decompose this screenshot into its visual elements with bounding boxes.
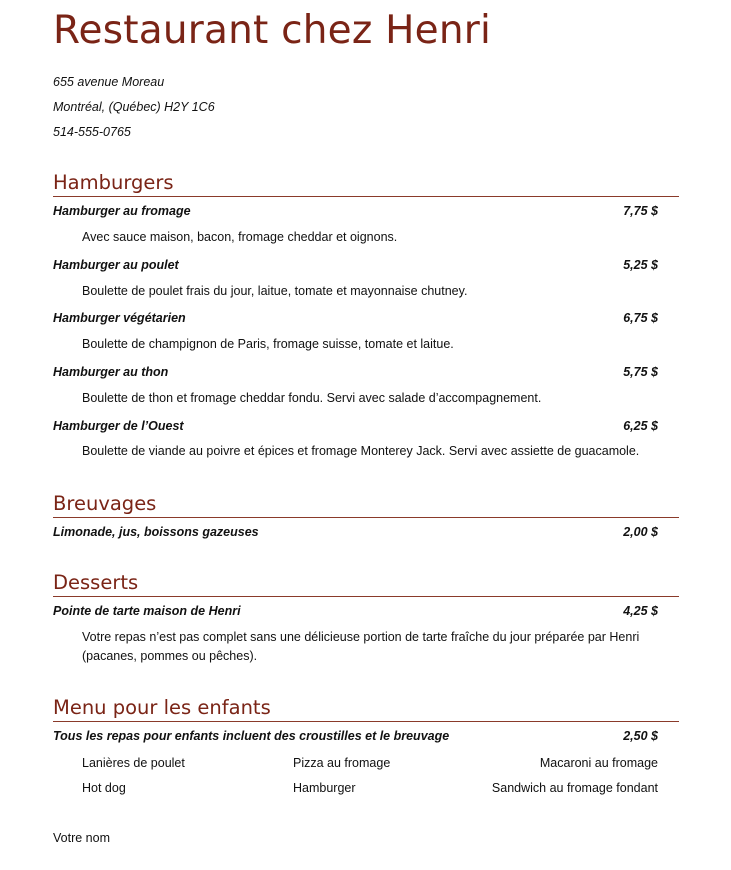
- item-price: 5,75 $: [623, 365, 658, 379]
- item-name: Hamburger de l’Ouest: [53, 419, 184, 433]
- phone-number: 514-555-0765: [53, 125, 131, 139]
- section-title-desserts: Desserts: [53, 570, 679, 597]
- signature: Votre nom: [53, 831, 110, 845]
- kids-choice: Hamburger: [293, 781, 356, 795]
- section-title-breuvages: Breuvages: [53, 491, 679, 518]
- address-line-2: Montréal, (Québec) H2Y 1C6: [53, 100, 215, 114]
- item-description: Boulette de champignon de Paris, fromage suisse, tomate et laitue.: [82, 337, 454, 351]
- restaurant-title: Restaurant chez Henri: [53, 8, 492, 53]
- item-name: Hamburger au poulet: [53, 258, 179, 272]
- section-title-hamburgers: Hamburgers: [53, 170, 679, 197]
- item-price: 6,75 $: [623, 311, 658, 325]
- item-name: Pointe de tarte maison de Henri: [53, 604, 241, 618]
- item-price: 4,25 $: [623, 604, 658, 618]
- item-description: Boulette de thon et fromage cheddar fondu. Servi avec salade d’accompagnement.: [82, 391, 542, 405]
- kids-choice: Pizza au fromage: [293, 756, 391, 770]
- item-name: Hamburger végétarien: [53, 311, 186, 325]
- item-description: Boulette de poulet frais du jour, laitue, tomate et mayonnaise chutney.: [82, 284, 468, 298]
- item-name: Limonade, jus, boissons gazeuses: [53, 525, 259, 539]
- kids-choice: Sandwich au fromage fondant: [491, 781, 658, 795]
- address-line-1: 655 avenue Moreau: [53, 75, 165, 89]
- item-description: Votre repas n’est pas complet sans une délicieuse portion de tarte fraîche du jour préparée par Henri (pacanes, pommes ou pêches).: [82, 630, 640, 663]
- item-price: 2,00 $: [623, 525, 658, 539]
- item-name: Hamburger au thon: [53, 365, 169, 379]
- item-price: 6,25 $: [623, 419, 658, 433]
- item-name: Tous les repas pour enfants incluent des croustilles et le breuvage: [53, 729, 450, 743]
- item-description: Avec sauce maison, bacon, fromage cheddar et oignons.: [82, 230, 398, 244]
- kids-choice: Lanières de poulet: [82, 756, 185, 770]
- item-price: 7,75 $: [623, 204, 658, 218]
- section-title-enfants: Menu pour les enfants: [53, 695, 679, 722]
- kids-choice: Macaroni au fromage: [539, 756, 658, 770]
- item-description: Boulette de viande au poivre et épices et fromage Monterey Jack. Servi avec assiette de guacamole.: [82, 444, 640, 458]
- item-name: Hamburger au fromage: [53, 204, 191, 218]
- item-price: 5,25 $: [623, 258, 658, 272]
- kids-choice: Hot dog: [82, 781, 126, 795]
- item-price: 2,50 $: [623, 729, 658, 743]
